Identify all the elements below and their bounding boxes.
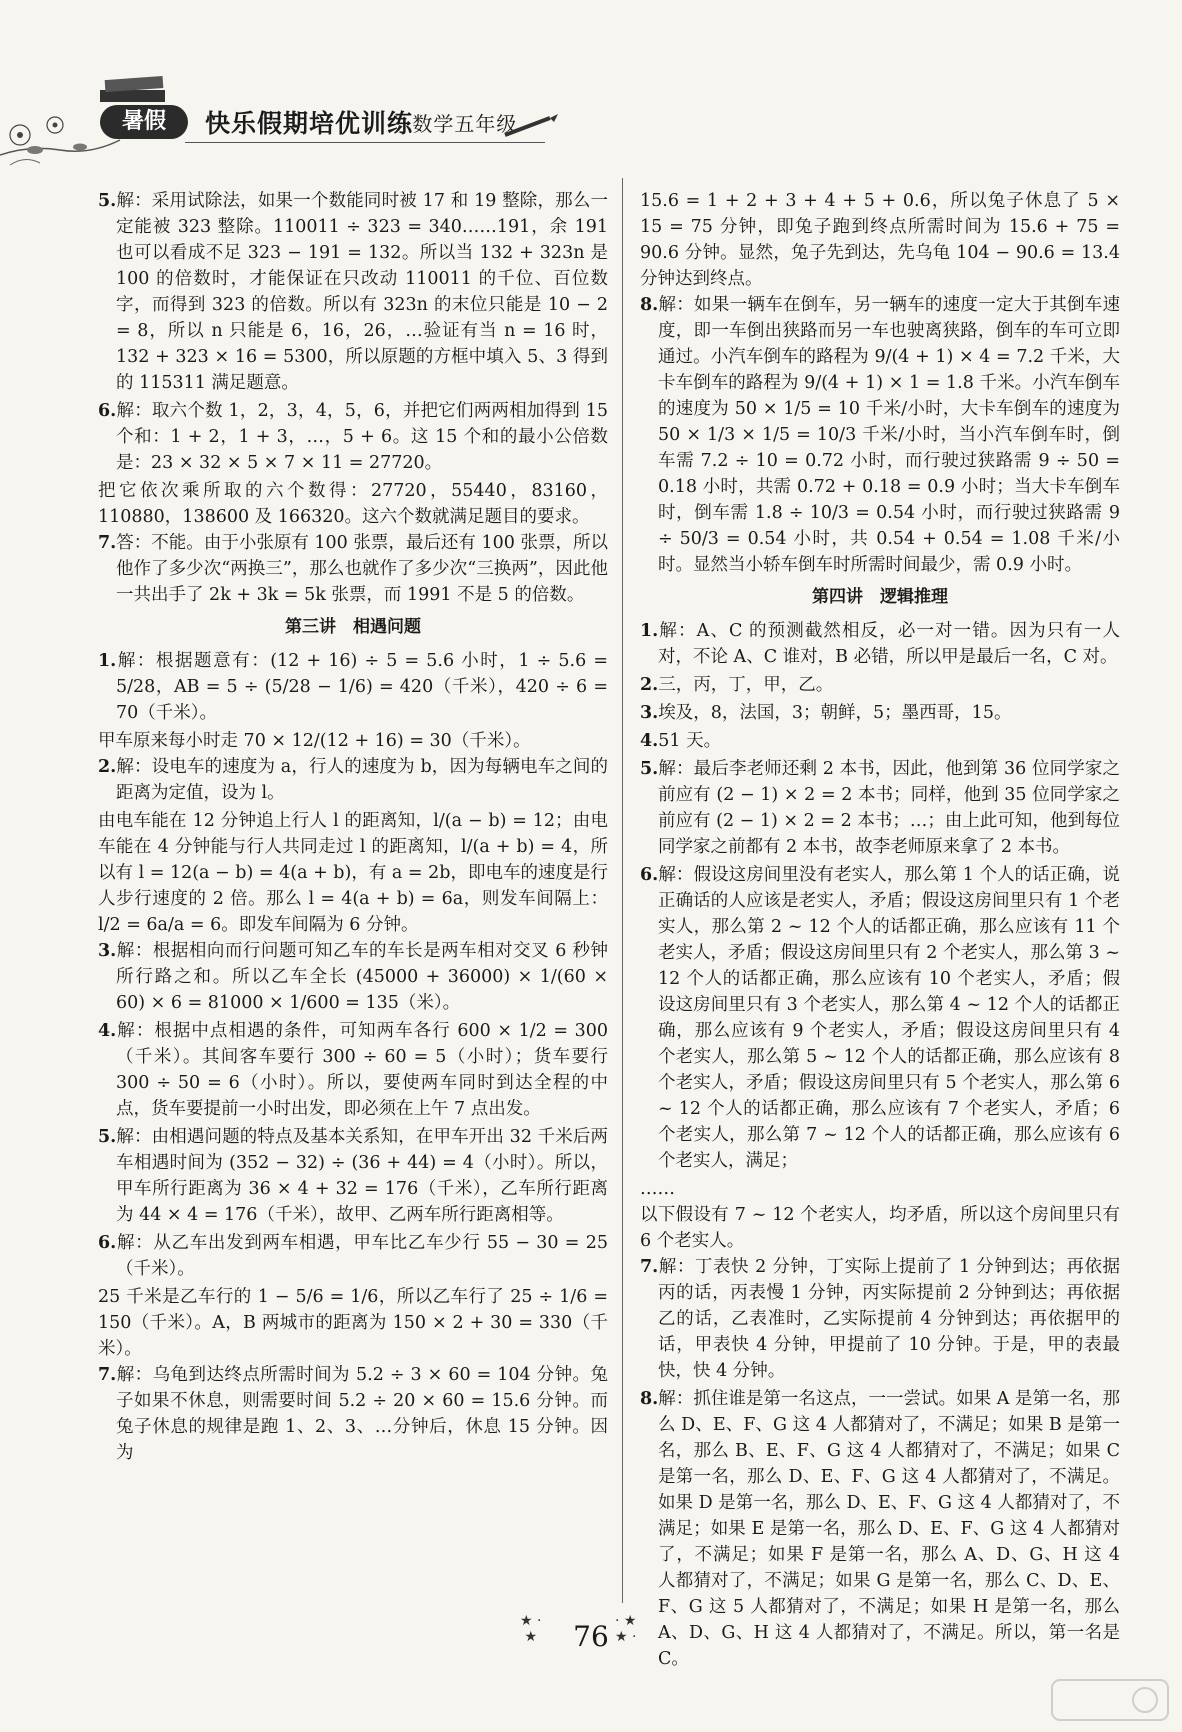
item-text: 解：采用试除法，如果一个数能同时被 17 和 19 整除，那么一定能被 323 整除。110011 ÷ 323 = 340……191，余 191 也可以看成不足 323 − 191 = 132。所以当 132 + 323n 是 100 的倍数时，才能保证在只改动 110011 的千位、百位数字，而得到 323 的倍数。所以有 323n 的末位只能是 10 − 2 = 8，所以 n 只能是 6，16，26，…验证有当 n = 16 时，132 + 323 × 16 = 5300，所以原题的方框中填入 5、3 得到的 115311 满足题意。 <box>116 191 608 393</box>
item-text: 解：如果一辆车在倒车，另一辆车的速度一定大于其倒车速度，即一车倒出狭路而另一车也驶离狭路，倒车的车可立即通过。小汽车倒车的路程为 9/(4 + 1) × 4 = 7.2 千米，大卡车倒车的路程为 9/(4 + 1) × 1 = 1.8 千米。小汽车倒车的速度为 50 × 1/5 = 10 千米/小时，大卡车倒车的速度为 50 × 1/3 × 1/5 = 10/3 千米/小时，当小汽车倒车时，倒车需 7.2 ÷ 10 = 0.72 小时，而行驶过狭路需 9 ÷ 50 = 0.18 小时，共需 0.72 + 0.18 = 0.9 小时；当大卡车倒车时，倒车需 1.8 ÷ 10/3 = 0.54 小时，而行驶过狭路需 9 ÷ 50/3 = 0.54 小时，共 0.54 + 0.54 = 1.08 千米/小时。显然当小轿车倒车时所需时间最少，需 0.9 小时。 <box>658 295 1120 575</box>
item-text: 解：设电车的速度为 a，行人的速度为 b，因为每辆电车之间的距离为定值，设为 l。 <box>116 757 608 803</box>
item-number: 5. <box>98 1127 117 1147</box>
item-number: 7. <box>98 533 117 553</box>
item-text: 埃及，8，法国，3；朝鲜，5；墨西哥，15。 <box>658 703 1012 723</box>
page-number: 76 <box>573 1620 609 1653</box>
item-text: 解：从乙车出发到两车相遇，甲车比乙车少行 55 − 30 = 25（千米）。 <box>116 1233 608 1279</box>
item-number: 7. <box>98 1365 117 1385</box>
answer-continuation: 把它依次乘所取的六个数得：27720，55440，83160，110880，138600 及 166320。这六个数就满足题目的要求。 <box>98 481 608 527</box>
item-text: 三，丙，丁，甲，乙。 <box>658 675 834 695</box>
item-number: 4. <box>98 1021 117 1041</box>
item-number: 8. <box>640 295 659 315</box>
item-text: 解：最后李老师还剩 2 本书，因此，他到第 36 位同学家之前应有 (2 − 1) × 2 = 2 本书；同样，他到 35 位同学家之前应有 (2 − 1) × 2 = 2 本书；…；由上此可知，他到每位同学家之前都有 2 本书，故李老师原来拿了 2 本书。 <box>658 759 1120 857</box>
column-divider <box>622 178 623 1603</box>
item-number: 6. <box>98 401 117 421</box>
answer-item <box>98 530 608 608</box>
item-number: 2. <box>640 675 659 695</box>
answer-item <box>98 1018 608 1122</box>
answer-item <box>98 938 608 1016</box>
answer-continuation: 由电车能在 12 分钟追上行人 l 的距离知，l/(a − b) = 12；由电车能在 4 分钟能与行人共同走过 l 的距离知，l/(a + b) = 4，所以有 l = 12(a − b) = 4(a + b)，有 a = 2b，即电车的速度是行人步行速度的 2 倍。那么 l = 4(a + b) = 6a，则发车间隔上：l/2 = 6a/a = 6。即发车间隔为 6 分钟。 <box>98 811 608 935</box>
section-heading: 第三讲 相遇问题 <box>285 617 421 637</box>
item-text: 解：抓住谁是第一名这点，一一尝试。如果 A 是第一名，那么 D、E、F、G 这 4 人都猜对了，不满足；如果 B 是第一名，那么 B、E、F、G 这 4 人都猜对了，不满足；如果 C 是第一名，那么 D、E、F、G 这 4 人都猜对了，不满足。如果 D 是第一名，那么 D、E、F、G 这 4 人都猜对了，不满足；如果 E 是第一名，那么 D、E、F、G 这 4 人都猜对了，不满足；如果 F 是第一名，那么 A、D、G、H 这 4 人都猜对了，不满足；如果 G 是第一名，那么 C、D、E、F、G 这 5 人都猜对了，不满足；如果 H 是第一名，那么 A、D、G、H 这 4 人都猜对了，不满足。所以，第一名是 C。 <box>658 1389 1120 1669</box>
item-number: 8. <box>640 1389 659 1409</box>
item-text: 解：根据相向而行问题可知乙车的车长是两车相对交叉 6 秒钟所行路之和。所以乙车全长 (45000 + 36000) × 1/(60 × 60) × 6 = 81000 × 1/600 = 135（米）。 <box>116 941 608 1013</box>
answer-item <box>640 862 1120 1174</box>
item-text: 解：取六个数 1，2，3，4，5，6，并把它们两两相加得到 15 个和：1 + 2，1 + 3，…，5 + 6。这 15 个和的最小公倍数是：23 × 32 × 5 × 7 × 11 = 27720。 <box>116 401 608 473</box>
books-icon <box>95 70 175 110</box>
star-decoration-icon: ★ · ★ <box>520 1613 542 1645</box>
answer-item <box>98 1124 608 1228</box>
answer-item <box>640 700 1120 726</box>
item-number: 5. <box>640 759 659 779</box>
item-number: 3. <box>98 941 117 961</box>
answer-item <box>98 1362 608 1466</box>
answer-continuation: 以下假设有 7 ~ 12 个老实人，均矛盾，所以这个房间里只有 6 个老实人。 <box>640 1205 1120 1251</box>
answer-item <box>98 1230 608 1282</box>
answer-item <box>640 728 1120 754</box>
left-column <box>98 188 608 1468</box>
item-number: 3. <box>640 703 659 723</box>
subject-label: ·数学五年级 <box>405 112 518 136</box>
header-rule <box>185 142 545 143</box>
item-number: 6. <box>640 865 659 885</box>
item-text: 解：丁表快 2 分钟，丁实际上提前了 1 分钟到达；再依据丙的话，丙表慢 1 分钟，丙实际提前 2 分钟到达；再依据乙的话，乙表准时，乙实际提前 4 分钟到达；再依据甲的话，甲表快 4 分钟，甲提前了 10 分钟。于是，甲的表最快，快 4 分钟。 <box>658 1257 1120 1381</box>
item-number: 4. <box>640 731 659 751</box>
season-badge: 暑假 <box>100 105 188 139</box>
answer-continuation: 25 千米是乙车行的 1 − 5/6 = 1/6，所以乙车行了 25 ÷ 1/6 = 150（千米）。A，B 两城市的距离为 150 × 2 + 30 = 330（千米）。 <box>98 1287 608 1359</box>
item-number: 7. <box>640 1257 659 1277</box>
item-number: 2. <box>98 757 117 777</box>
item-number: 5. <box>98 191 117 211</box>
item-number: 1. <box>640 621 659 641</box>
item-text: 答：不能。由于小张原有 100 张票，最后还有 100 张票，所以他作了多少次“两换三”，那么也就作了多少次“三换两”，因此他一共出手了 2k + 3k = 5k 张票，而 1991 不是 5 的倍数。 <box>116 533 608 605</box>
pen-icon <box>500 110 560 140</box>
star-decoration-icon: · ★ ★ · <box>615 1613 637 1645</box>
item-text: 解：根据题意有：(12 + 16) ÷ 5 = 5.6 小时，1 ÷ 5.6 = 5/28，AB = 5 ÷ (5/28 − 1/6) = 420（千米），420 ÷ 6 = 70（千米）。 <box>116 651 608 723</box>
item-number: 1. <box>98 651 117 671</box>
answer-item <box>640 618 1120 670</box>
watermark-icon <box>1050 1675 1170 1725</box>
item-text: 51 天。 <box>658 731 722 751</box>
answer-item <box>640 292 1120 578</box>
answer-item <box>98 398 608 476</box>
item-text: 解：根据中点相遇的条件，可知两车各行 600 × 1/2 = 300（千米）。其间客车要行 300 ÷ 60 = 5（小时）；货车要行 300 ÷ 50 = 6（小时）。所以，要使两车同时到达全程的中点，货车要提前一小时出发，即必须在上午 7 点出发。 <box>116 1021 608 1119</box>
answer-continuation: 15.6 = 1 + 2 + 3 + 4 + 5 + 0.6，所以兔子休息了 5 × 15 = 75 分钟，即兔子跑到终点所需时间为 15.6 + 75 = 90.6 分钟。显然，兔子先到达，先乌龟 104 − 90.6 = 13.4 分钟达到终点。 <box>640 191 1120 289</box>
book-title: 快乐假期培优训练 <box>205 109 414 138</box>
page-header <box>0 0 1182 175</box>
item-number: 6. <box>98 1233 117 1253</box>
item-text: 解：乌龟到达终点所需时间为 5.2 ÷ 3 × 60 = 104 分钟。兔子如果不休息，则需要时间 5.2 ÷ 20 × 60 = 15.6 分钟。而兔子休息的规律是跑 1、2、3、…分钟后，休息 15 分钟。因为 <box>116 1365 608 1463</box>
right-column <box>640 188 1120 1674</box>
answer-item <box>98 188 608 396</box>
item-text: 解：假设这房间里没有老实人，那么第 1 个人的话正确，说正确话的人应该是老实人，矛盾；假设这房间里只有 1 个老实人，那么第 2 ~ 12 个人的话都正确，那么应该有 11 个老实人，矛盾；假设这房间里只有 2 个老实人，那么第 3 ~ 12 个人的话都正确，那么应该有 10 个老实人，矛盾；假设这房间里只有 3 个老实人，那么第 4 ~ 12 个人的话都正确，那么应该有 9 个老实人，矛盾；假设这房间里只有 4 个老实人，那么第 5 ~ 12 个人的话都正确，那么应该有 8 个老实人，矛盾；假设这房间里只有 5 个老实人，那么第 6 ~ 12 个人的话都正确，那么应该有 7 个老实人，矛盾；6 个老实人，那么第 7 ~ 12 个人的话都正确，那么应该有 6 个老实人，满足； <box>658 865 1120 1171</box>
answer-item <box>640 756 1120 860</box>
item-text: 解：由相遇问题的特点及基本关系知，在甲车开出 32 千米后两车相遇时间为 (352 − 32) ÷ (36 + 44) = 4（小时）。所以，甲车所行距离为 36 × 4 + 32 = 176（千米），乙车所行距离为 44 × 4 = 176（千米），故甲、乙两车所行距离相等。 <box>116 1127 608 1225</box>
item-text: 解：A、C 的预测截然相反，必一对一错。因为只有一人对，不论 A、C 谁对，B 必错，所以甲是最后一名，C 对。 <box>658 621 1120 667</box>
answer-item <box>98 754 608 806</box>
answer-continuation: 甲车原来每小时走 70 × 12/(12 + 16) = 30（千米）。 <box>98 731 531 751</box>
answer-item <box>640 1254 1120 1384</box>
answer-item <box>98 648 608 726</box>
section-heading: 第四讲 逻辑推理 <box>812 587 948 607</box>
answer-item <box>640 672 1120 698</box>
answer-continuation: …… <box>640 1179 675 1199</box>
